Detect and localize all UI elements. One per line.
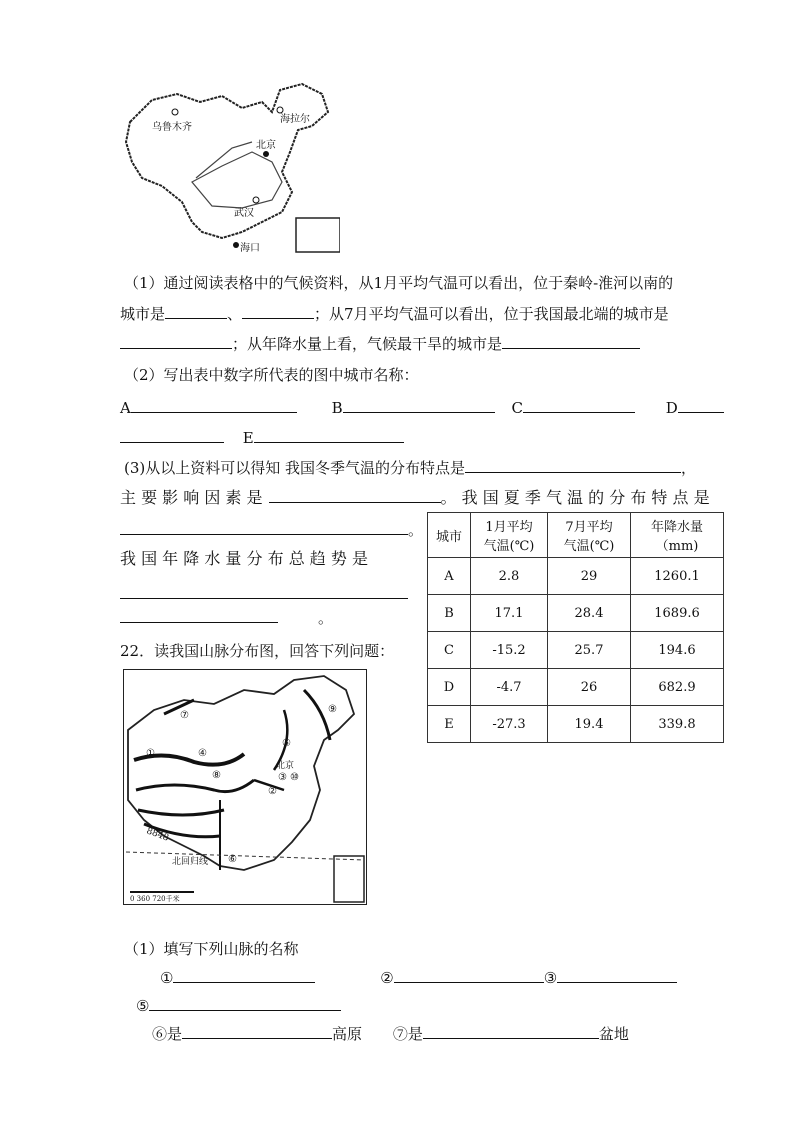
q22-title: 22．读我国山脉分布图，回答下列问题： [120,642,395,660]
q1-line3: ；从年降水量上看，气候最干旱的城市是 [120,332,640,355]
marker-1: ① [146,748,155,759]
city-label-urumqi: 乌鲁木齐 [152,122,192,133]
q22-line-67: ⑥是 高原 ⑦是 盆地 [152,1022,629,1045]
map2-scale: 0 360 720千米 [130,895,180,903]
city-label-wuhan: 武汉 [234,208,254,219]
table-header-row [428,513,724,558]
map2-beijing-label: 北京 [276,761,295,771]
table-row: B 17.1 28.4 1689.6 [428,595,724,632]
q1-blank-driest-city[interactable] [502,332,640,349]
everest-height-label: 8848 [144,826,170,844]
q2-blank-b[interactable] [343,396,495,413]
marker-10: ⑩ [290,772,299,783]
tropic-label: 北回归线 [172,857,209,867]
q3-blank-rain-1[interactable] [120,582,408,599]
q22-sub1: （1）填写下列山脉的名称 [124,940,299,958]
q2-title: （2）写出表中数字所代表的图中城市名称： [124,366,419,384]
climate-table [427,512,724,743]
city-label-beijing: 北京 [256,140,276,151]
q3-line5 [120,582,408,605]
th-rain: 年降水量 （mm) [631,513,724,558]
q2-blank-c[interactable] [523,396,635,413]
city-label-hailar: 海拉尔 [280,114,310,125]
marker-3: ③ [278,772,287,783]
q1-blank-north-city[interactable] [120,332,232,349]
table-row: C -15.2 25.7 194.6 [428,632,724,669]
q2-blank-a[interactable] [131,396,297,413]
q3-blank-rain-2[interactable] [120,606,278,623]
table-row: A 2.8 29 1260.1 [428,558,724,595]
q1-blank-south-city-2[interactable] [242,302,314,319]
q1-line2: 城市是 、 ；从7月平均气温可以看出，位于我国最北端的城市是 [120,302,669,325]
q22-blank-2[interactable] [394,966,544,983]
marker-7: ⑦ [180,710,189,721]
marker-2: ② [268,786,277,797]
q3-blank-factor[interactable] [269,486,441,503]
th-city: 城市 [428,513,471,558]
marker-5: ⑤ [282,738,291,749]
q2-line-abcd: A B C D [120,396,724,419]
q3-line3: 。 [120,518,423,541]
q22-blank-6[interactable] [182,1022,332,1039]
th-jan: 1月平均 气温(℃) [471,513,548,558]
china-mountains-map [123,669,367,905]
q2-line-e: E [120,426,404,449]
q22-blank-5[interactable] [149,994,341,1011]
th-jul: 7月平均 气温(℃) [548,513,631,558]
city-label-haikou: 海口 [240,243,260,254]
q22-line-123: ① ② ③ [160,966,677,989]
q3-blank-winter-temp[interactable] [465,456,681,473]
q2-blank-d[interactable] [678,396,724,413]
china-outline [122,82,340,254]
q3-line2: 主 要 影 响 因 素 是 。 我 国 夏 季 气 温 的 分 布 特 点 是 [120,488,710,507]
marker-4: ④ [198,748,207,759]
q2-blank-d-cont[interactable] [120,426,224,443]
table-row: E -27.3 19.4 339.8 [428,706,724,743]
q1-blank-south-city-1[interactable] [165,302,227,319]
q22-blank-1[interactable] [173,966,315,983]
q3-blank-summer-temp[interactable] [120,518,408,535]
q22-line-5: ⑤ [136,994,341,1017]
q22-blank-3[interactable] [557,966,677,983]
marker-8: ⑧ [212,770,221,781]
q3-line6: 。 [120,606,333,629]
q2-blank-e[interactable] [254,426,404,443]
q1-line1: （1）通过阅读表格中的气候资料，从1月平均气温可以看出，位于秦岭-淮河以南的 [124,274,674,292]
china-climate-map [122,82,340,254]
marker-9: ⑨ [328,704,337,715]
q22-blank-7[interactable] [423,1022,599,1039]
marker-6: ⑥ [228,854,237,865]
q3-line1: (3)从以上资料可以得知 我国冬季气温的分布特点是 ， [124,456,696,479]
q3-line4: 我 国 年 降 水 量 分 布 总 趋 势 是 [120,549,368,568]
table-row: D -4.7 26 682.9 [428,669,724,706]
